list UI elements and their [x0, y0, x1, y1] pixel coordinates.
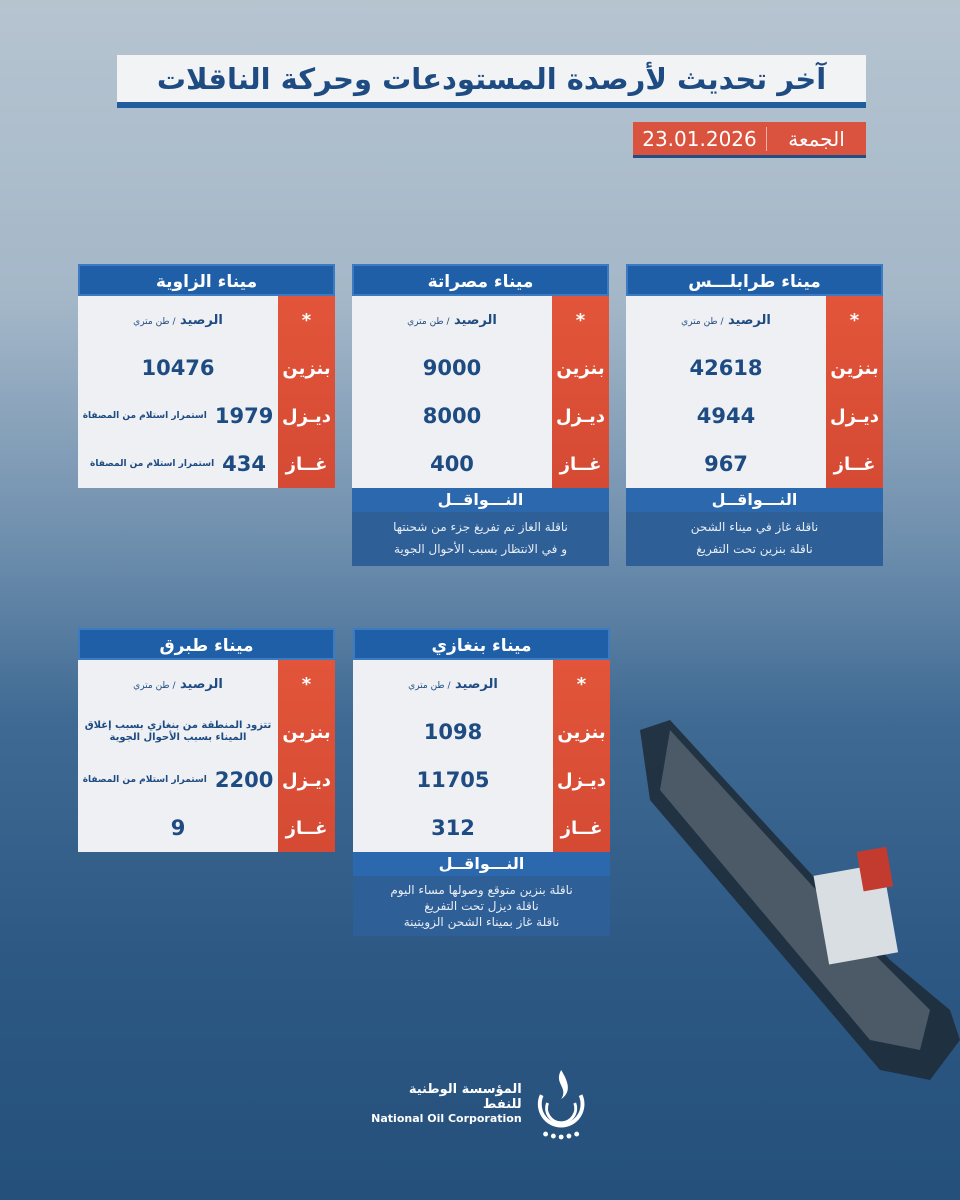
unit-label: / طن متري [133, 680, 176, 691]
asterisk-icon: * [849, 309, 860, 331]
date-day: الجمعة [766, 127, 866, 151]
asterisk-icon: * [301, 673, 312, 695]
port-card-tobruk [78, 628, 335, 852]
unit-label: / طن متري [407, 316, 450, 327]
status-note: استمرار استلام من المصفاة [90, 459, 215, 469]
value-row-benzin [353, 708, 553, 756]
values-column [353, 660, 553, 852]
balance-label: الرصيد / طن متري [408, 676, 498, 692]
label-benzin: بنزين [556, 357, 605, 379]
label-gas: غــاز [560, 817, 603, 839]
title-banner [117, 55, 866, 108]
balance-value-gas: 434 [222, 452, 266, 476]
transports-title: النـــواقــل [353, 852, 610, 876]
value-row-diesel [78, 392, 278, 440]
balance-value-diesel: 1979 [214, 404, 274, 428]
balance-header [78, 296, 278, 344]
balance-header [353, 660, 553, 708]
balance-label: الرصيد / طن متري [133, 676, 223, 692]
port-name: ميناء مصراتة [352, 264, 609, 296]
fuel-labels-column [278, 296, 335, 488]
value-row-benzin [626, 344, 826, 392]
transports-list [352, 512, 609, 566]
fuel-labels-column [553, 660, 610, 852]
value-row-benzin [78, 708, 278, 756]
unit-label: / طن متري [408, 680, 451, 691]
value-row-gas [78, 804, 278, 852]
port-balance-table [352, 296, 609, 488]
values-column [78, 296, 278, 488]
balance-value-diesel: 8000 [422, 404, 482, 428]
label-benzin: بنزين [557, 721, 606, 743]
value-row-benzin [352, 344, 552, 392]
label-benzin: بنزين [830, 357, 879, 379]
asterisk-icon: * [575, 309, 586, 331]
transport-item: ناقلة ديزل تحت التفريغ [424, 899, 539, 913]
asterisk-icon: * [301, 309, 312, 331]
date-value: 23.01.2026 [642, 126, 757, 151]
port-balance-table [78, 296, 335, 488]
balance-value-gas: 400 [430, 452, 474, 476]
logo-text-en: National Oil Corporation [371, 1111, 522, 1125]
port-card-misrata [352, 264, 609, 566]
status-note: استمرار استلام من المصفاة [82, 411, 207, 421]
status-note: استمرار استلام من المصفاة [82, 775, 207, 785]
status-note: تتزود المنطقة من بنغازي بسبب إغلاق الميناء بسبب الأحوال الجوية [84, 720, 272, 743]
label-diesel: ديـزل [282, 405, 331, 427]
value-row-diesel [352, 392, 552, 440]
balance-value-benzin: 42618 [689, 356, 763, 380]
port-name: ميناء طبرق [78, 628, 335, 660]
transport-item: و في الانتظار بسبب الأحوال الجوية [393, 542, 568, 556]
balance-value-gas: 967 [704, 452, 748, 476]
balance-label: الرصيد / طن متري [407, 312, 497, 328]
tanker-ship-image [630, 710, 960, 1090]
transport-item: ناقلة غاز بميناء الشحن الزويتينة [403, 915, 560, 929]
balance-value-gas: 312 [431, 816, 475, 840]
transport-item: ناقلة بنزين متوقع وصولها مساء اليوم [390, 883, 573, 897]
transport-item: ناقلة الغاز تم تفريغ جزء من شحنتها [393, 520, 568, 534]
page-title: آخر تحديث لأرصدة المستودعات وحركة الناقلات [156, 61, 827, 96]
label-gas: غــاز [285, 817, 328, 839]
noc-flame-emblem-icon [532, 1065, 590, 1141]
port-name: ميناء بنغازي [353, 628, 610, 660]
label-gas: غــاز [833, 453, 876, 475]
transports-list [353, 876, 610, 936]
balance-value-diesel: 4944 [696, 404, 756, 428]
port-name: ميناء طرابلـــس [626, 264, 883, 296]
transport-item: ناقلة غاز في ميناء الشحن [690, 520, 819, 534]
value-row-diesel [78, 756, 278, 804]
value-row-benzin [78, 344, 278, 392]
balance-value-gas: 9 [170, 816, 186, 840]
fuel-labels-column [278, 660, 335, 852]
balance-value-benzin: 1098 [423, 720, 483, 744]
balance-label: الرصيد / طن متري [681, 312, 771, 328]
port-balance-table [353, 660, 610, 852]
label-gas: غــاز [285, 453, 328, 475]
balance-value-benzin: 9000 [422, 356, 482, 380]
unit-label: / طن متري [133, 316, 176, 327]
balance-value-benzin: 10476 [141, 356, 215, 380]
port-balance-table [626, 296, 883, 488]
logo-text-ar: المؤسسة الوطنية للنفط [408, 1081, 522, 1112]
values-column [626, 296, 826, 488]
balance-value-diesel: 2200 [214, 768, 274, 792]
balance-header [352, 296, 552, 344]
balance-header [626, 296, 826, 344]
unit-label: / طن متري [681, 316, 724, 327]
balance-value-diesel: 11705 [416, 768, 490, 792]
date-box [633, 122, 866, 158]
transport-item: ناقلة بنزين تحت التفريغ [696, 542, 813, 556]
label-diesel: ديـزل [557, 769, 606, 791]
label-diesel: ديـزل [830, 405, 879, 427]
label-benzin: بنزين [282, 357, 331, 379]
value-row-gas [353, 804, 553, 852]
fuel-labels-column [552, 296, 609, 488]
port-card-benghazi [353, 628, 610, 936]
port-balance-table [78, 660, 335, 852]
label-benzin: بنزين [282, 721, 331, 743]
value-row-gas [626, 440, 826, 488]
fuel-labels-column [826, 296, 883, 488]
transports-list [626, 512, 883, 566]
asterisk-icon: * [576, 673, 587, 695]
balance-header [78, 660, 278, 708]
transports-title: النـــواقــل [626, 488, 883, 512]
value-row-diesel [353, 756, 553, 804]
label-diesel: ديـزل [556, 405, 605, 427]
values-column [352, 296, 552, 488]
values-column [78, 660, 278, 852]
noc-logo [370, 1063, 590, 1143]
value-row-diesel [626, 392, 826, 440]
value-row-gas [352, 440, 552, 488]
value-row-gas [78, 440, 278, 488]
balance-label: الرصيد / طن متري [133, 312, 223, 328]
label-gas: غــاز [559, 453, 602, 475]
label-diesel: ديـزل [282, 769, 331, 791]
port-card-zawiya [78, 264, 335, 488]
port-name: ميناء الزاوية [78, 264, 335, 296]
transports-title: النـــواقــل [352, 488, 609, 512]
port-card-tripoli [626, 264, 883, 566]
